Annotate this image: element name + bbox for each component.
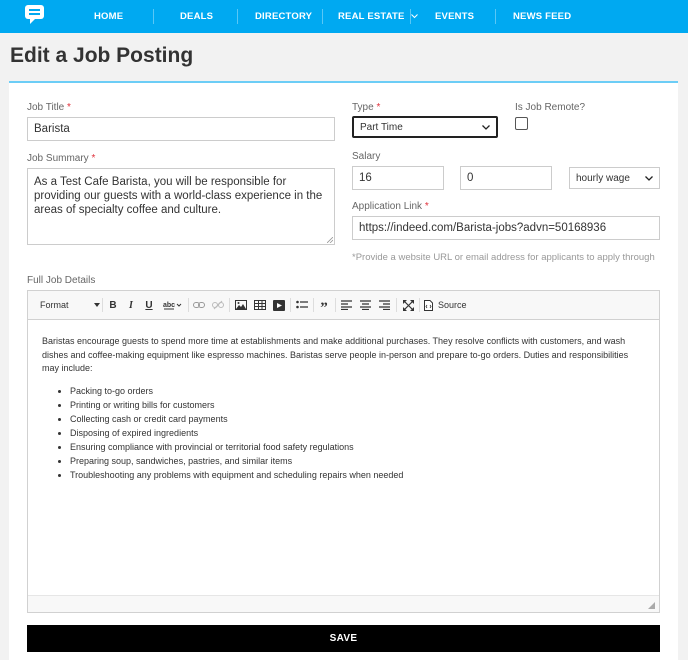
application-link-value: https://indeed.com/Barista-jobs?advn=50168936 [359, 222, 607, 234]
chat-bubble-logo-icon[interactable] [24, 4, 45, 25]
toolbar-separator [419, 298, 420, 312]
application-link-label [352, 201, 429, 212]
source-button[interactable] [424, 298, 470, 312]
list-item: • Troubleshooting any problems with equipment and scheduling repairs when needed [70, 468, 647, 482]
toolbar-separator [229, 298, 230, 312]
editor-toolbar [28, 291, 659, 320]
editor-status-bar [28, 595, 659, 612]
required-marker: * [67, 102, 71, 113]
nav-item-home[interactable]: HOME [94, 11, 124, 22]
align-left-icon[interactable] [339, 298, 353, 312]
job-summary-label-text: Job Summary [27, 153, 89, 164]
link-icon[interactable] [192, 298, 206, 312]
table-icon[interactable] [253, 298, 267, 312]
image-icon[interactable] [234, 298, 248, 312]
bulleted-list-icon[interactable] [295, 298, 309, 312]
resize-handle-icon[interactable] [648, 602, 655, 609]
caret-down-icon [94, 303, 100, 307]
align-right-icon[interactable] [377, 298, 391, 312]
list-item: • Preparing soup, sandwiches, pastries, and similar items [70, 454, 647, 468]
page-title: Edit a Job Posting [10, 44, 194, 67]
list-item: • Printing or writing bills for customers [70, 398, 647, 412]
rich-text-editor [27, 290, 660, 613]
toolbar-separator [313, 298, 314, 312]
salary-period-value: hourly wage [576, 172, 630, 184]
format-dropdown[interactable] [40, 298, 100, 312]
toolbar-separator [396, 298, 397, 312]
nav-separator [322, 9, 323, 24]
job-summary-textarea[interactable] [27, 168, 335, 245]
type-select[interactable] [352, 116, 498, 138]
job-details-intro: Baristas encourage guests to spend more time at establishments and make additional purchases. They resolve conflicts with customers, and wash dishes and coffee-making equipment like espresso machines. Baristas serve people in-person and prepare to-go orders. Duties and responsibilities may include: [42, 336, 629, 373]
chevron-down-icon [645, 176, 653, 181]
job-title-label-text: Job Title [27, 102, 65, 113]
type-label-text: Type [352, 102, 374, 113]
nav-separator [410, 9, 411, 24]
salary-min-input[interactable] [352, 166, 444, 190]
source-button-label: Source [438, 300, 467, 310]
required-marker: * [376, 102, 381, 113]
toolbar-separator [335, 298, 336, 312]
video-embed-icon[interactable] [272, 298, 286, 312]
italic-icon[interactable]: I [129, 299, 133, 311]
blockquote-icon[interactable]: ” [320, 299, 328, 316]
toolbar-separator [290, 298, 291, 312]
align-center-icon[interactable] [358, 298, 372, 312]
nav-separator [153, 9, 154, 24]
chevron-down-icon [482, 125, 490, 130]
source-icon [424, 300, 433, 311]
salary-max-input[interactable] [460, 166, 552, 190]
list-item: • Disposing of expired ingredients [70, 426, 647, 440]
list-item: • Packing to-go orders [70, 384, 647, 398]
nav-item-news-feed[interactable]: NEWS FEED [513, 11, 572, 22]
svg-text:abc: abc [163, 302, 176, 309]
nav-separator [495, 9, 496, 24]
save-button[interactable]: SAVE [27, 625, 660, 652]
maximize-icon[interactable] [401, 298, 415, 312]
salary-label: Salary [352, 151, 381, 162]
salary-max-value: 0 [467, 172, 474, 184]
salary-period-select[interactable] [569, 167, 660, 189]
nav-item-events[interactable]: EVENTS [435, 11, 475, 22]
type-label [352, 102, 380, 113]
job-summary-label [27, 153, 95, 164]
application-link-hint: *Provide a website URL or email address for applicants to apply through [352, 252, 655, 263]
toolbar-separator [102, 298, 103, 312]
unlink-icon[interactable] [211, 298, 225, 312]
remote-checkbox[interactable] [515, 117, 528, 130]
toolbar-separator [188, 298, 189, 312]
nav-item-directory[interactable]: DIRECTORY [255, 11, 313, 22]
required-marker: * [91, 153, 96, 164]
required-marker: * [424, 201, 429, 212]
application-link-label-text: Application Link [352, 201, 423, 212]
job-summary-value: As a Test Cafe Barista, you will be responsible for providing our guests with a world-class experience in the areas of specialty coffee and culture. [34, 176, 323, 216]
remote-label: Is Job Remote? [515, 102, 586, 113]
format-dropdown-label: Format [40, 300, 69, 310]
job-details-label: Full Job Details [27, 275, 96, 286]
bold-icon[interactable]: B [109, 299, 117, 311]
nav-item-real-estate[interactable] [338, 0, 418, 33]
list-item: • Collecting cash or credit card payments [70, 412, 647, 426]
type-selected-value: Part Time [360, 121, 403, 133]
editor-content-area[interactable] [42, 335, 647, 482]
nav-separator [237, 9, 238, 24]
underline-icon[interactable]: U [145, 299, 153, 311]
chevron-down-icon [411, 14, 418, 19]
job-title-value: Barista [34, 123, 70, 135]
salary-min-value: 16 [359, 172, 372, 184]
nav-item-deals[interactable]: DEALS [180, 11, 214, 22]
nav-item-real-estate-label: REAL ESTATE [338, 11, 405, 22]
remove-format-icon[interactable] [162, 298, 184, 312]
application-link-input[interactable] [352, 216, 660, 240]
top-navigation-bar [0, 0, 688, 33]
duties-list [42, 384, 647, 482]
job-title-input[interactable] [27, 117, 335, 141]
resize-handle-icon[interactable] [327, 237, 333, 243]
job-title-label [27, 102, 71, 113]
list-item: • Ensuring compliance with provincial or territorial food safety regulations [70, 440, 647, 454]
